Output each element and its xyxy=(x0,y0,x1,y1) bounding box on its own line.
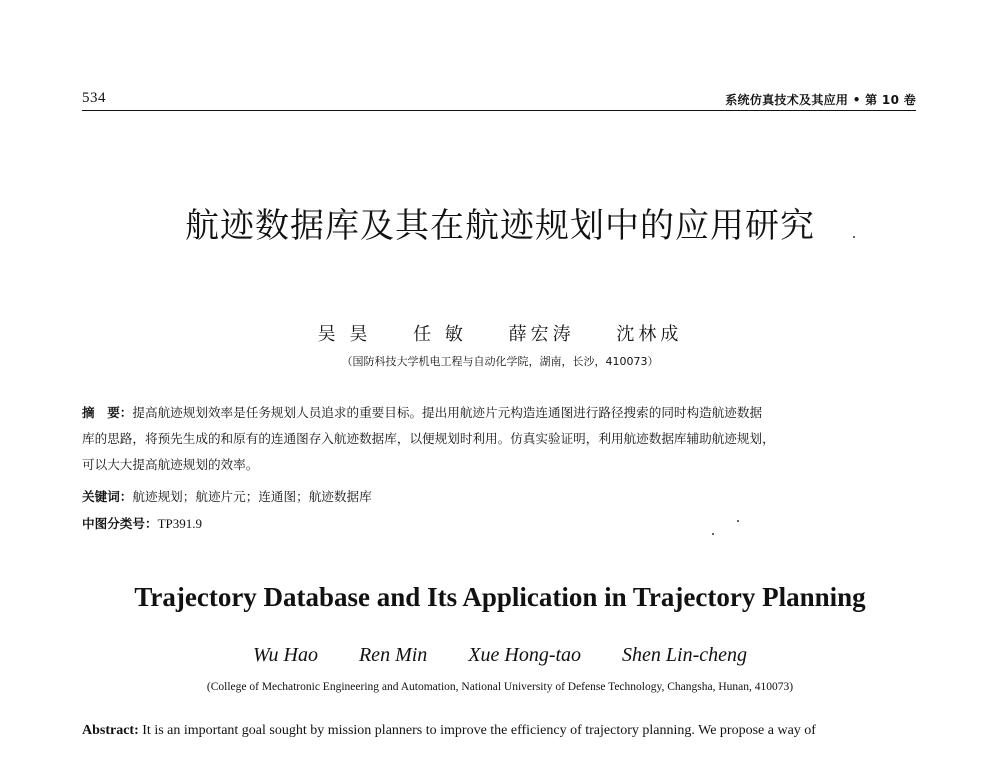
author-english: Xue Hong-tao xyxy=(468,644,582,666)
running-header xyxy=(82,88,916,111)
affiliation-english: (College of Mechatronic Engineering and Automation, National University of Defense Technology, Changsha, Hunan, 410073) xyxy=(206,681,794,693)
author-chinese: 沈林成 xyxy=(616,324,683,345)
author-chinese: 薛宏涛 xyxy=(508,324,575,345)
author-english: Ren Min xyxy=(358,644,428,666)
classification-label: 中图分类号： xyxy=(82,516,158,531)
abstract-chinese xyxy=(82,400,918,478)
paper-title-chinese: 航迹数据库及其在航迹规划中的应用研究 xyxy=(185,206,815,246)
abstract-chinese-label: 摘 要： xyxy=(82,405,133,420)
scan-speck xyxy=(853,236,855,238)
abstract-chinese-line xyxy=(82,400,918,426)
page-number: 534 xyxy=(82,90,106,106)
affiliation-chinese: （国防科技大学机电工程与自动化学院，湖南，长沙，410073） xyxy=(341,355,659,368)
paper-title-english: Trajectory Database and Its Application in Trajectory Planning xyxy=(134,582,866,612)
abstract-english-label: Abstract: xyxy=(82,723,139,738)
author-chinese: 任 敏 xyxy=(413,324,467,345)
keywords-chinese xyxy=(82,486,372,505)
abstract-chinese-line xyxy=(82,452,918,478)
abstract-chinese-text: 可以大大提高航迹规划的效率。 xyxy=(82,457,259,472)
keywords-label: 关键词： xyxy=(82,489,133,504)
journal-name: 系统仿真技术及其应用 • 第 10 卷 xyxy=(725,93,916,107)
author-list-chinese xyxy=(0,320,1000,346)
classification-number xyxy=(82,513,202,532)
author-english: Shen Lin-cheng xyxy=(622,644,748,666)
classification-value: TP391.9 xyxy=(157,516,202,531)
author-english: Wu Hao xyxy=(252,644,318,666)
scan-speck xyxy=(712,533,714,535)
author-list-english xyxy=(0,644,1000,667)
abstract-chinese-text: 提高航迹规划效率是任务规划人员追求的重要目标。提出用航迹片元构造连通图进行路径搜索的同时构造航迹数据 xyxy=(132,405,763,420)
scan-speck xyxy=(737,520,739,522)
author-chinese: 吴 昊 xyxy=(317,324,372,345)
abstract-english xyxy=(82,723,922,739)
abstract-chinese-text: 库的思路，将预先生成的和原有的连通图存入航迹数据库，以便规划时利用。仿真实验证明，利用航迹数据库辅助航迹规划， xyxy=(82,431,775,446)
abstract-chinese-line xyxy=(82,426,918,452)
keywords-value: 航迹规划；航迹片元；连通图；航迹数据库 xyxy=(132,489,372,504)
abstract-english-text: It is an important goal sought by mission planners to improve the efficiency of trajectory planning. We propose a way of xyxy=(142,723,816,738)
